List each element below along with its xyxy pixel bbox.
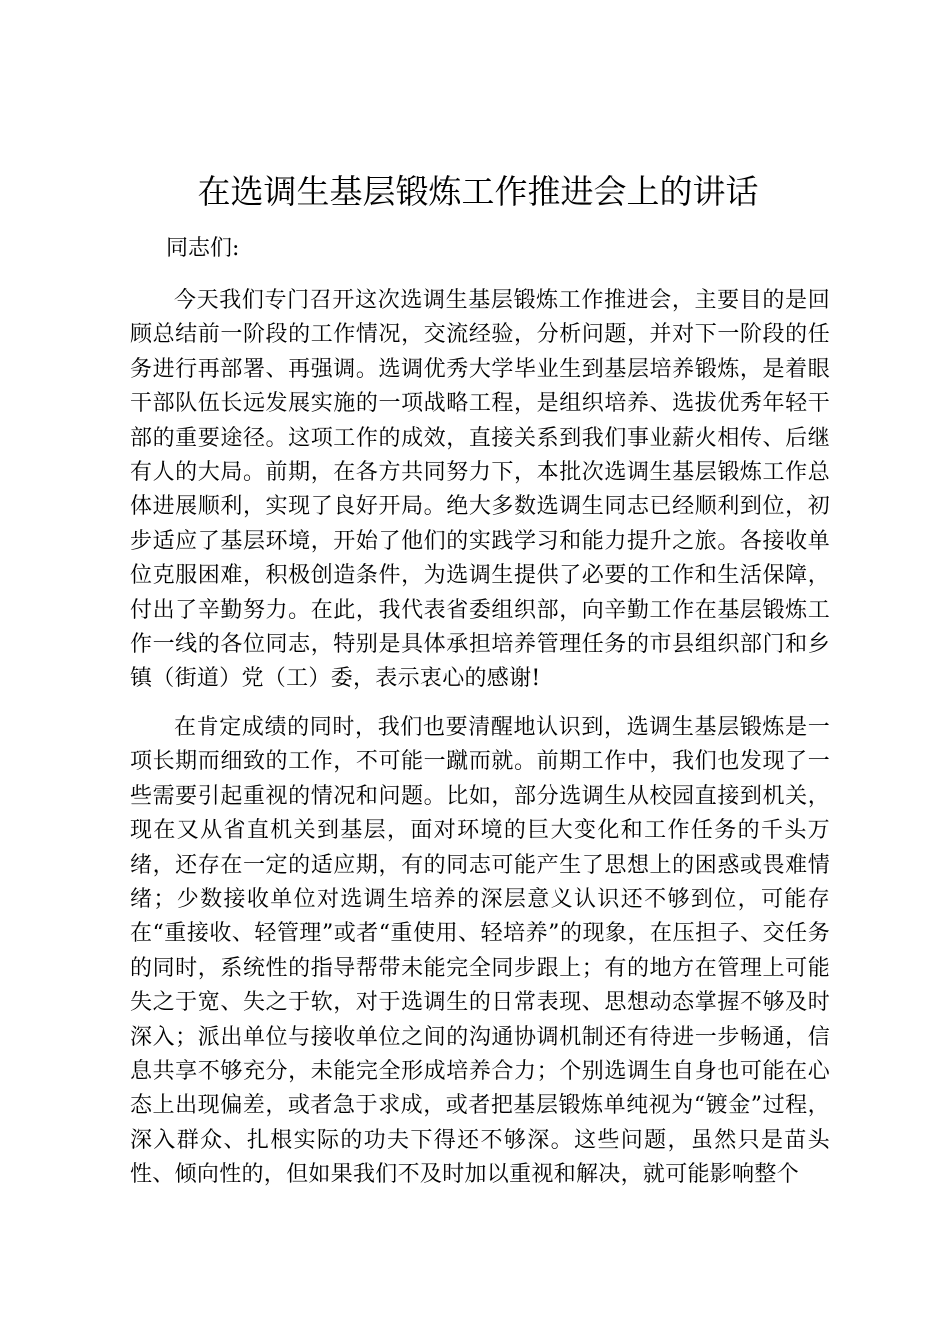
body-paragraph: 在肯定成绩的同时，我们也要清醒地认识到，选调生基层锻炼是一项长期而细致的工作，不可能一蹴而就。前期工作中，我们也发现了一些需要引起重视的情况和问题。比如，部分选调生从校园直接到机关，现在又从省直机关到基层，面对环境的巨大变化和工作任务的千头万绪，还存在一定的适应期，有的同志可能产生了思想上的困惑或畏难情绪；少数接收单位对选调生培养的深层意义认识还不够到位，可能存在“重接收、轻管理”或者“重使用、轻培养”的现象，在压担子、交任务的同时，系统性的指导帮带未能完全同步跟上；有的地方在管理上可能失之于宽、失之于软，对于选调生的日常表现、思想动态掌握不够及时深入；派出单位与接收单位之间的沟通协调机制还有待进一步畅通，信息共享不够充分，未能完全形成培养合力；个别选调生自身也可能在心态上出现偏差，或者急于求成，或者把基层锻炼单纯视为“镀金”过程，深入群众、扎根实际的功夫下得还不够深。这些问题，虽然只是苗头性、倾向性的，但如果我们不及时加以重视和解决，就可能影响整个 <box>130 715 830 1188</box>
body-paragraph: 今天我们专门召开这次选调生基层锻炼工作推进会，主要目的是回顾总结前一阶段的工作情况，交流经验，分析问题，并对下一阶段的任务进行再部署、再强调。选调优秀大学毕业生到基层培养锻炼，是着眼干部队伍长远发展实施的一项战略工程，是组织培养、选拔优秀年轻干部的重要途径。这项工作的成效，直接关系到我们事业薪火相传、后继有人的大局。前期，在各方共同努力下，本批次选调生基层锻炼工作总体进展顺利，实现了良好开局。绝大多数选调生同志已经顺利到位，初步适应了基层环境，开始了他们的实践学习和能力提升之旅。各接收单位克服困难，积极创造条件，为选调生提供了必要的工作和生活保障，付出了辛勤努力。在此，我代表省委组织部，向辛勤工作在基层锻炼工作一线的各位同志，特别是具体承担培养管理任务的市县组织部门和乡镇（街道）党（工）委，表示衷心的感谢! <box>130 288 830 692</box>
salutation: 同志们: <box>166 236 240 261</box>
document-title: 在选调生基层锻炼工作推进会上的讲话 <box>197 172 759 211</box>
